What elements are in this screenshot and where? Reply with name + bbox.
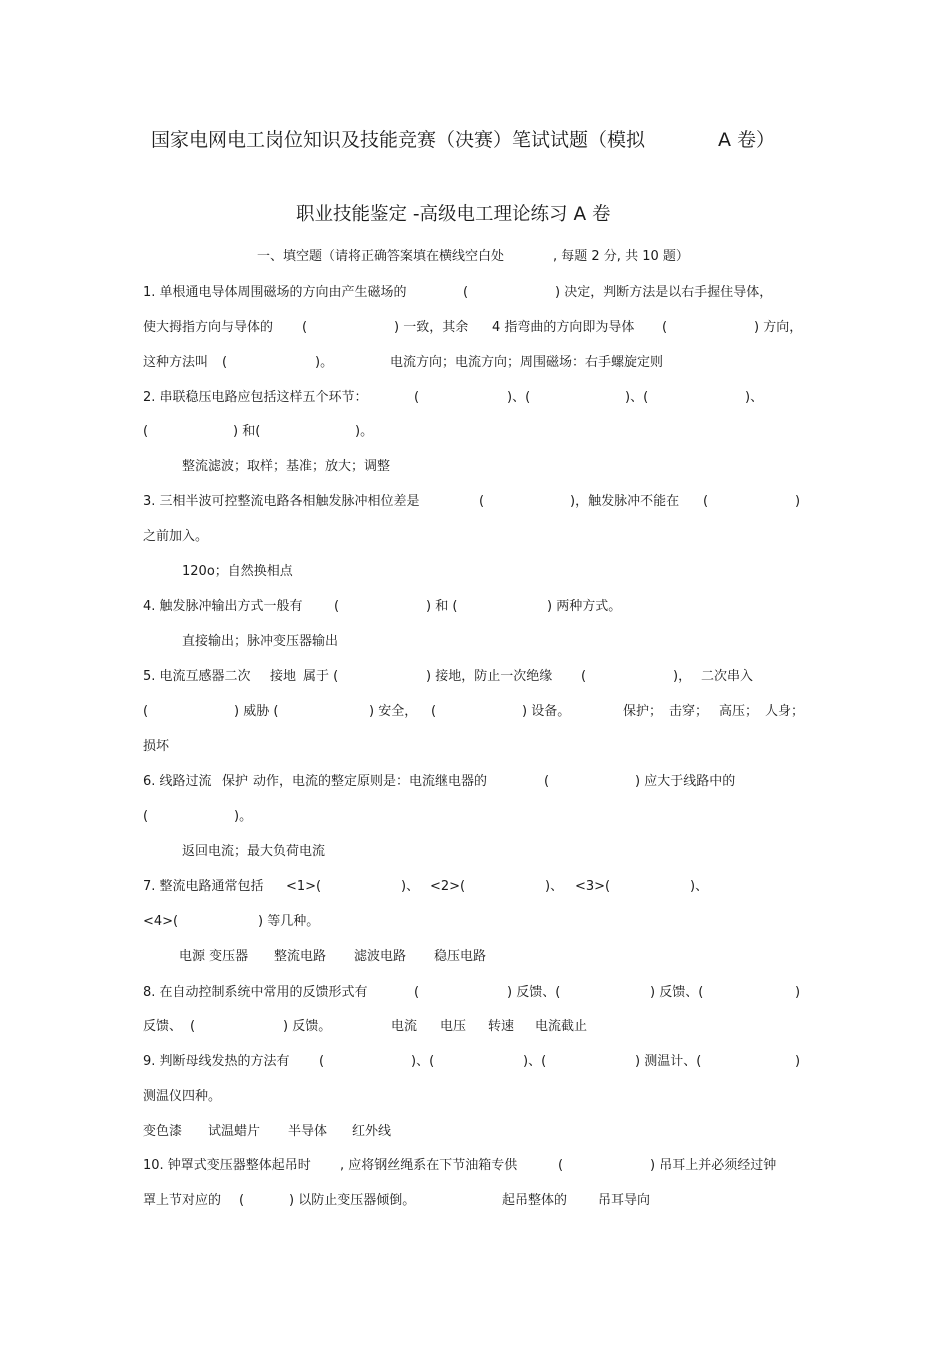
- q4-answer: 直接输出；脉冲变压器输出: [182, 634, 339, 649]
- q9-text: 9. 判断母线发热的方法有: [143, 1054, 290, 1069]
- q1-blank-open: (: [302, 320, 308, 335]
- q9-text: )、(: [411, 1054, 435, 1069]
- q6-text: 保护: [222, 774, 249, 789]
- q1-text: 4 指弯曲的方向即为导体: [492, 320, 635, 335]
- q7-text: <3>(: [575, 879, 611, 894]
- q5-answer: 保护；: [623, 704, 663, 719]
- q4-blank-open: (: [334, 599, 340, 614]
- q10-text: , 应将钢丝绳系在下节油箱专供: [340, 1158, 518, 1173]
- q3-answer: 120o；自然换相点: [182, 564, 293, 579]
- q7-text: )、: [401, 879, 420, 894]
- q2-text: )、: [745, 390, 764, 405]
- q1-blank-open: (: [463, 285, 469, 300]
- q8-blank-open: (: [190, 1019, 196, 1034]
- q8-text: 8. 在自动控制系统中常用的反馈形式有: [143, 985, 368, 1000]
- q2-blank-open: (: [143, 424, 149, 439]
- q1-text: )。: [315, 355, 334, 370]
- q8-answer: 电压: [440, 1019, 467, 1034]
- q9-text: 测温仪四种。: [143, 1089, 222, 1104]
- q7-text: )、: [545, 879, 564, 894]
- q5-text: ) 接地，防止一次绝缘: [426, 669, 553, 684]
- q3-text: 3. 三相半波可控整流电路各相触发脉冲相位差是: [143, 494, 420, 509]
- q3-blank-open: (: [703, 494, 709, 509]
- q1-blank-open: (: [662, 320, 668, 335]
- q8-text: ) 反馈。: [283, 1019, 332, 1034]
- q10-text: 罩上节对应的: [143, 1193, 222, 1208]
- q5-text: ) 设备。: [522, 704, 571, 719]
- q5-answer: 人身；: [765, 704, 805, 719]
- q10-blank-open: (: [239, 1193, 245, 1208]
- q1-text: ) 方向，: [754, 320, 803, 335]
- document-subtitle: 职业技能鉴定 -高级电工理论练习 A 卷: [296, 204, 611, 225]
- q10-blank-open: (: [558, 1158, 564, 1173]
- q7-text: <1>(: [286, 879, 322, 894]
- q9-answer: 试温蜡片: [208, 1124, 261, 1139]
- q2-text: )、(: [625, 390, 649, 405]
- q6-text: 6. 线路过流: [143, 774, 212, 789]
- q8-text: 反馈、: [143, 1019, 183, 1034]
- section-heading: 一、填空题（请将正确答案填在横线空白处: [257, 249, 505, 264]
- q9-text: ) 测温计、(: [635, 1054, 702, 1069]
- q5-blank-open: (: [581, 669, 587, 684]
- q9-answer: 变色漆: [143, 1124, 183, 1139]
- q9-answer: 半导体: [288, 1124, 328, 1139]
- q4-text: 4. 触发脉冲输出方式一般有: [143, 599, 303, 614]
- q7-answer: 滤波电路: [354, 949, 407, 964]
- q5-text: ) 威胁 (: [234, 704, 279, 719]
- q5-text: 5. 电流互感器二次: [143, 669, 251, 684]
- q3-text: )，触发脉冲不能在: [570, 494, 680, 509]
- q4-text: ) 和 (: [426, 599, 458, 614]
- q5-answer: 高压；: [719, 704, 759, 719]
- q7-answer: 稳压电路: [434, 949, 487, 964]
- q8-blank-open: (: [414, 985, 420, 1000]
- q8-answer: 电流: [391, 1019, 418, 1034]
- q8-answer: 转速: [488, 1019, 515, 1034]
- q3-blank-open: (: [479, 494, 485, 509]
- q5-text: 二次串入: [701, 669, 754, 684]
- q3-text: 之前加入。: [143, 529, 209, 544]
- q10-text: ) 吊耳上并必须经过钟: [650, 1158, 777, 1173]
- q5-blank-open: (: [431, 704, 437, 719]
- q9-blank-open: (: [319, 1054, 325, 1069]
- document-title: 国家电网电工岗位知识及技能竞赛（决赛）笔试试题（模拟: [151, 129, 646, 151]
- q6-text: 动作，电流的整定原则是：电流继电器的: [253, 774, 488, 789]
- q6-blank-open: (: [143, 809, 149, 824]
- q2-text: 2. 串联稳压电路应包括这样五个环节：: [143, 390, 368, 405]
- q2-text: )、(: [507, 390, 531, 405]
- q6-blank-open: (: [544, 774, 550, 789]
- q8-text: ) 反馈、(: [507, 985, 561, 1000]
- q2-answer: 整流滤波；取样；基准；放大；调整: [182, 459, 391, 474]
- section-heading-scoring: , 每题 2 分, 共 10 题）: [553, 249, 689, 264]
- q1-text: ) 一致，其余: [394, 320, 469, 335]
- q7-text: <4>(: [143, 914, 179, 929]
- q9-answer: 红外线: [352, 1124, 392, 1139]
- q10-answer: 起吊整体的: [502, 1193, 568, 1208]
- q10-text: ) 以防止变压器倾倒。: [289, 1193, 416, 1208]
- q5-text: )，: [673, 669, 692, 684]
- q4-text: ) 两种方式。: [547, 599, 622, 614]
- q8-answer: 电流截止: [535, 1019, 588, 1034]
- q10-text: 10. 钟罩式变压器整体起吊时: [143, 1158, 311, 1173]
- q3-blank-close: ): [795, 494, 801, 509]
- q7-text: <2>(: [430, 879, 466, 894]
- q7-text: ) 等几种。: [258, 914, 320, 929]
- q8-text: ) 反馈、(: [650, 985, 704, 1000]
- q8-blank-close: ): [795, 985, 801, 1000]
- q7-answer: 电源 变压器: [179, 949, 249, 964]
- q2-blank-open: (: [414, 390, 420, 405]
- q1-text: 使大拇指方向与导体的: [143, 320, 274, 335]
- q2-text: ) 和(: [233, 424, 261, 439]
- q1-text: ) 决定，判断方法是以右手握住导体，: [555, 285, 773, 300]
- q5-text: 接地: [270, 669, 297, 684]
- q1-text: 这种方法叫: [143, 355, 209, 370]
- q6-answer: 返回电流；最大负荷电流: [182, 844, 326, 859]
- q2-text: )。: [355, 424, 374, 439]
- q1-blank-open: (: [222, 355, 228, 370]
- q7-answer: 整流电路: [274, 949, 327, 964]
- q5-answer: 损坏: [143, 739, 170, 754]
- q5-text: 属于 (: [303, 669, 339, 684]
- q6-text: )。: [234, 809, 253, 824]
- q9-blank-close: ): [795, 1054, 801, 1069]
- q1-text: 1. 单根通电导体周围磁场的方向由产生磁场的: [143, 285, 407, 300]
- q6-text: ) 应大于线路中的: [635, 774, 736, 789]
- q9-text: )、(: [523, 1054, 547, 1069]
- q7-text: )、: [690, 879, 709, 894]
- q7-text: 7. 整流电路通常包括: [143, 879, 264, 894]
- q5-answer: 击穿；: [669, 704, 709, 719]
- document-title-suffix: A 卷）: [718, 129, 776, 151]
- q5-text: ) 安全，: [369, 704, 418, 719]
- q1-answer: 电流方向；电流方向；周围磁场：右手螺旋定则: [390, 355, 664, 370]
- q5-blank-open: (: [143, 704, 149, 719]
- q10-answer: 吊耳导向: [598, 1193, 651, 1208]
